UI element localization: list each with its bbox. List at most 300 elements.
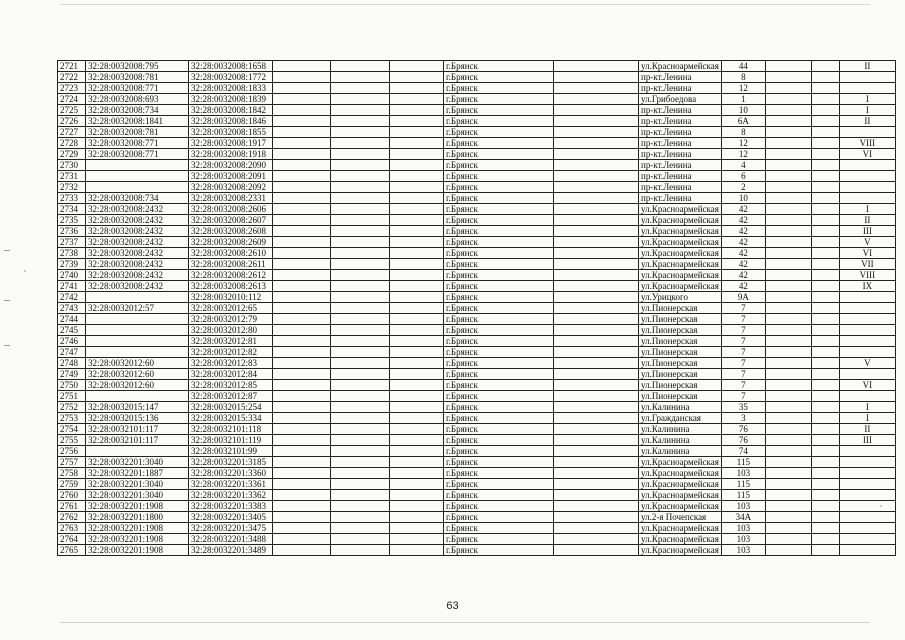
house-number-cell: 7 <box>721 325 765 336</box>
street-cell: ул.Калинина <box>639 424 722 435</box>
empty-cell <box>554 182 639 193</box>
parent-cadastral-number-cell: 32:28:0032201:1908 <box>86 534 189 545</box>
table-row <box>58 160 896 171</box>
street-cell: ул.Красноармейская <box>639 204 722 215</box>
house-number-cell: 42 <box>721 281 765 292</box>
empty-cell <box>390 446 444 457</box>
parent-cadastral-number-cell: 32:28:0032008:781 <box>86 72 189 83</box>
empty-cell <box>331 501 390 512</box>
empty-cell <box>331 369 390 380</box>
empty-cell <box>765 105 811 116</box>
empty-cell <box>554 446 639 457</box>
page-number: 63 <box>446 600 459 612</box>
empty-cell <box>273 369 331 380</box>
empty-cell <box>331 468 390 479</box>
house-number-cell: 12 <box>721 83 765 94</box>
empty-cell <box>765 490 811 501</box>
empty-cell <box>331 116 390 127</box>
empty-cell <box>390 391 444 402</box>
empty-cell <box>390 413 444 424</box>
premises-number-cell: I <box>839 402 895 413</box>
table-row <box>58 413 896 424</box>
empty-cell <box>331 292 390 303</box>
empty-cell <box>273 270 331 281</box>
street-cell: ул.Пионерская <box>639 325 722 336</box>
empty-cell <box>554 237 639 248</box>
city-cell: г.Брянск <box>444 369 554 380</box>
street-cell: ул.Красноармейская <box>639 237 722 248</box>
premises-number-cell: V <box>839 358 895 369</box>
city-cell: г.Брянск <box>444 523 554 534</box>
table-row <box>58 83 896 94</box>
cadastral-number-cell: 32:28:0032008:2606 <box>189 204 273 215</box>
empty-cell <box>273 358 331 369</box>
table-row <box>58 215 896 226</box>
empty-cell <box>811 138 839 149</box>
house-number-cell: 10 <box>721 105 765 116</box>
premises-number-cell: I <box>839 94 895 105</box>
empty-cell <box>765 248 811 259</box>
street-cell: пр-кт.Ленина <box>639 127 722 138</box>
table-row <box>58 347 896 358</box>
empty-cell <box>390 149 444 160</box>
premises-number-cell <box>839 314 895 325</box>
street-cell: ул.Красноармейская <box>639 270 722 281</box>
parent-cadastral-number-cell: 32:28:0032008:2432 <box>86 215 189 226</box>
empty-cell <box>811 193 839 204</box>
empty-cell <box>390 138 444 149</box>
house-number-cell: 7 <box>721 314 765 325</box>
empty-cell <box>765 501 811 512</box>
parent-cadastral-number-cell: 32:28:0032201:1908 <box>86 501 189 512</box>
house-number-cell: 6А <box>721 116 765 127</box>
house-number-cell: 42 <box>721 248 765 259</box>
row-number-cell: 2758 <box>58 468 86 479</box>
empty-cell <box>554 171 639 182</box>
empty-cell <box>331 237 390 248</box>
empty-cell <box>331 72 390 83</box>
empty-cell <box>331 270 390 281</box>
premises-number-cell: III <box>839 226 895 237</box>
empty-cell <box>331 545 390 556</box>
cadastral-number-cell: 32:28:0032012:80 <box>189 325 273 336</box>
table-row <box>58 314 896 325</box>
empty-cell <box>331 193 390 204</box>
empty-cell <box>811 457 839 468</box>
city-cell: г.Брянск <box>444 424 554 435</box>
empty-cell <box>811 479 839 490</box>
row-number-cell: 2762 <box>58 512 86 523</box>
street-cell: пр-кт.Ленина <box>639 116 722 127</box>
cadastral-number-cell: 32:28:0032008:2612 <box>189 270 273 281</box>
city-cell: г.Брянск <box>444 83 554 94</box>
empty-cell <box>765 347 811 358</box>
city-cell: г.Брянск <box>444 160 554 171</box>
table-row <box>58 204 896 215</box>
empty-cell <box>811 336 839 347</box>
street-cell: ул.Красноармейская <box>639 457 722 468</box>
empty-cell <box>390 248 444 259</box>
city-cell: г.Брянск <box>444 446 554 457</box>
empty-cell <box>765 281 811 292</box>
empty-cell <box>390 83 444 94</box>
empty-cell <box>331 523 390 534</box>
row-number-cell: 2749 <box>58 369 86 380</box>
cadastral-number-cell: 32:28:0032201:3488 <box>189 534 273 545</box>
street-cell: ул.Пионерская <box>639 391 722 402</box>
table-row <box>58 523 896 534</box>
cadastral-number-cell: 32:28:0032008:1855 <box>189 127 273 138</box>
premises-number-cell <box>839 193 895 204</box>
scan-speck <box>24 270 26 272</box>
house-number-cell: 115 <box>721 479 765 490</box>
empty-cell <box>331 303 390 314</box>
street-cell: пр-кт.Ленина <box>639 182 722 193</box>
table-row <box>58 72 896 83</box>
empty-cell <box>554 259 639 270</box>
empty-cell <box>811 259 839 270</box>
empty-cell <box>811 347 839 358</box>
premises-number-cell: II <box>839 424 895 435</box>
parent-cadastral-number-cell: 32:28:0032008:2432 <box>86 270 189 281</box>
row-number-cell: 2740 <box>58 270 86 281</box>
city-cell: г.Брянск <box>444 72 554 83</box>
row-number-cell: 2756 <box>58 446 86 457</box>
table-row <box>58 182 896 193</box>
city-cell: г.Брянск <box>444 204 554 215</box>
premises-number-cell: II <box>839 215 895 226</box>
city-cell: г.Брянск <box>444 61 554 72</box>
empty-cell <box>273 457 331 468</box>
cadastral-number-cell: 32:28:0032201:3405 <box>189 512 273 523</box>
city-cell: г.Брянск <box>444 237 554 248</box>
table-row <box>58 259 896 270</box>
empty-cell <box>273 182 331 193</box>
empty-cell <box>554 292 639 303</box>
table-row <box>58 138 896 149</box>
empty-cell <box>765 160 811 171</box>
cadastral-number-cell: 32:28:0032012:84 <box>189 369 273 380</box>
premises-number-cell: I <box>839 413 895 424</box>
table-row <box>58 237 896 248</box>
table-row <box>58 468 896 479</box>
cadastral-number-cell: 32:28:0032101:99 <box>189 446 273 457</box>
table-row <box>58 424 896 435</box>
empty-cell <box>273 94 331 105</box>
row-number-cell: 2745 <box>58 325 86 336</box>
street-cell: пр-кт.Ленина <box>639 160 722 171</box>
row-number-cell: 2741 <box>58 281 86 292</box>
cadastral-number-cell: 32:28:0032015:254 <box>189 402 273 413</box>
table-row <box>58 116 896 127</box>
row-number-cell: 2722 <box>58 72 86 83</box>
table-row <box>58 369 896 380</box>
empty-cell <box>811 149 839 160</box>
empty-cell <box>390 237 444 248</box>
cadastral-number-cell: 32:28:0032008:2092 <box>189 182 273 193</box>
empty-cell <box>554 248 639 259</box>
empty-cell <box>390 402 444 413</box>
empty-cell <box>765 468 811 479</box>
premises-number-cell <box>839 72 895 83</box>
house-number-cell: 42 <box>721 237 765 248</box>
city-cell: г.Брянск <box>444 303 554 314</box>
row-number-cell: 2755 <box>58 435 86 446</box>
empty-cell <box>554 160 639 171</box>
city-cell: г.Брянск <box>444 149 554 160</box>
premises-number-cell: VIII <box>839 270 895 281</box>
empty-cell <box>765 149 811 160</box>
empty-cell <box>765 61 811 72</box>
city-cell: г.Брянск <box>444 215 554 226</box>
premises-number-cell: II <box>839 61 895 72</box>
row-number-cell: 2730 <box>58 160 86 171</box>
row-number-cell: 2737 <box>58 237 86 248</box>
street-cell: ул.Пионерская <box>639 336 722 347</box>
cadastral-number-cell: 32:28:0032008:2091 <box>189 171 273 182</box>
parent-cadastral-number-cell: 32:28:0032008:2432 <box>86 204 189 215</box>
house-number-cell: 3 <box>721 413 765 424</box>
cadastral-number-cell: 32:28:0032008:2607 <box>189 215 273 226</box>
row-number-cell: 2725 <box>58 105 86 116</box>
premises-number-cell: VII <box>839 259 895 270</box>
empty-cell <box>554 127 639 138</box>
parent-cadastral-number-cell: 32:28:0032008:2432 <box>86 248 189 259</box>
empty-cell <box>554 523 639 534</box>
empty-cell <box>811 83 839 94</box>
empty-cell <box>331 138 390 149</box>
street-cell: ул.Красноармейская <box>639 523 722 534</box>
cadastral-number-cell: 32:28:0032008:1918 <box>189 149 273 160</box>
table-row <box>58 94 896 105</box>
empty-cell <box>765 457 811 468</box>
cadastral-number-cell: 32:28:0032101:118 <box>189 424 273 435</box>
empty-cell <box>811 248 839 259</box>
premises-number-cell <box>839 182 895 193</box>
empty-cell <box>331 105 390 116</box>
empty-cell <box>554 281 639 292</box>
empty-cell <box>273 490 331 501</box>
cadastral-number-cell: 32:28:0032008:2611 <box>189 259 273 270</box>
empty-cell <box>811 402 839 413</box>
empty-cell <box>390 336 444 347</box>
row-number-cell: 2760 <box>58 490 86 501</box>
parent-cadastral-number-cell <box>86 160 189 171</box>
empty-cell <box>390 545 444 556</box>
house-number-cell: 103 <box>721 545 765 556</box>
table-row <box>58 292 896 303</box>
row-number-cell: 2726 <box>58 116 86 127</box>
premises-number-cell <box>839 446 895 457</box>
empty-cell <box>765 314 811 325</box>
empty-cell <box>554 314 639 325</box>
empty-cell <box>811 545 839 556</box>
empty-cell <box>390 347 444 358</box>
cadastral-number-cell: 32:28:0032008:1833 <box>189 83 273 94</box>
row-number-cell: 2752 <box>58 402 86 413</box>
empty-cell <box>273 534 331 545</box>
empty-cell <box>765 380 811 391</box>
street-cell: пр-кт.Ленина <box>639 138 722 149</box>
city-cell: г.Брянск <box>444 325 554 336</box>
empty-cell <box>765 369 811 380</box>
empty-cell <box>273 292 331 303</box>
empty-cell <box>811 501 839 512</box>
premises-number-cell <box>839 468 895 479</box>
cadastral-number-cell: 32:28:0032201:3383 <box>189 501 273 512</box>
city-cell: г.Брянск <box>444 171 554 182</box>
empty-cell <box>390 105 444 116</box>
house-number-cell: 76 <box>721 424 765 435</box>
street-cell: ул.2-я Почепская <box>639 512 722 523</box>
row-number-cell: 2733 <box>58 193 86 204</box>
cadastral-number-cell: 32:28:0032008:2610 <box>189 248 273 259</box>
empty-cell <box>273 501 331 512</box>
house-number-cell: 103 <box>721 523 765 534</box>
empty-cell <box>765 72 811 83</box>
row-number-cell: 2747 <box>58 347 86 358</box>
row-number-cell: 2754 <box>58 424 86 435</box>
empty-cell <box>554 270 639 281</box>
city-cell: г.Брянск <box>444 94 554 105</box>
empty-cell <box>273 391 331 402</box>
parent-cadastral-number-cell: 32:28:0032015:147 <box>86 402 189 413</box>
parent-cadastral-number-cell: 32:28:0032008:734 <box>86 193 189 204</box>
empty-cell <box>811 61 839 72</box>
empty-cell <box>273 61 331 72</box>
row-number-cell: 2742 <box>58 292 86 303</box>
empty-cell <box>273 336 331 347</box>
empty-cell <box>765 226 811 237</box>
table-row <box>58 226 896 237</box>
row-number-cell: 2744 <box>58 314 86 325</box>
street-cell: ул.Пионерская <box>639 303 722 314</box>
empty-cell <box>273 259 331 270</box>
premises-number-cell <box>839 490 895 501</box>
empty-cell <box>554 226 639 237</box>
parent-cadastral-number-cell: 32:28:0032008:771 <box>86 149 189 160</box>
empty-cell <box>811 358 839 369</box>
empty-cell <box>554 468 639 479</box>
premises-number-cell <box>839 336 895 347</box>
empty-cell <box>765 204 811 215</box>
empty-cell <box>554 149 639 160</box>
empty-cell <box>331 446 390 457</box>
table-row <box>58 435 896 446</box>
empty-cell <box>554 534 639 545</box>
empty-cell <box>765 171 811 182</box>
table-row <box>58 358 896 369</box>
cadastral-number-cell: 32:28:0032012:85 <box>189 380 273 391</box>
empty-cell <box>554 435 639 446</box>
parent-cadastral-number-cell <box>86 171 189 182</box>
empty-cell <box>554 72 639 83</box>
empty-cell <box>331 424 390 435</box>
empty-cell <box>331 226 390 237</box>
premises-number-cell <box>839 479 895 490</box>
street-cell: ул.Пионерская <box>639 358 722 369</box>
empty-cell <box>331 182 390 193</box>
empty-cell <box>273 468 331 479</box>
parent-cadastral-number-cell: 32:28:0032201:3040 <box>86 479 189 490</box>
street-cell: ул.Калинина <box>639 446 722 457</box>
cadastral-number-cell: 32:28:0032101:119 <box>189 435 273 446</box>
empty-cell <box>331 534 390 545</box>
empty-cell <box>554 369 639 380</box>
city-cell: г.Брянск <box>444 248 554 259</box>
premises-number-cell: VIII <box>839 138 895 149</box>
empty-cell <box>554 94 639 105</box>
empty-cell <box>390 61 444 72</box>
empty-cell <box>765 512 811 523</box>
premises-number-cell: V <box>839 237 895 248</box>
table-row <box>58 325 896 336</box>
city-cell: г.Брянск <box>444 336 554 347</box>
empty-cell <box>390 490 444 501</box>
street-cell: ул.Красноармейская <box>639 248 722 259</box>
empty-cell <box>273 160 331 171</box>
empty-cell <box>390 435 444 446</box>
table-row <box>58 534 896 545</box>
empty-cell <box>390 171 444 182</box>
empty-cell <box>765 402 811 413</box>
city-cell: г.Брянск <box>444 534 554 545</box>
cadastral-number-cell: 32:28:0032008:1772 <box>189 72 273 83</box>
parent-cadastral-number-cell: 32:28:0032012:60 <box>86 380 189 391</box>
empty-cell <box>811 237 839 248</box>
premises-number-cell: I <box>839 105 895 116</box>
house-number-cell: 42 <box>721 204 765 215</box>
empty-cell <box>273 325 331 336</box>
city-cell: г.Брянск <box>444 138 554 149</box>
parent-cadastral-number-cell: 32:28:0032015:136 <box>86 413 189 424</box>
house-number-cell: 12 <box>721 149 765 160</box>
row-number-cell: 2739 <box>58 259 86 270</box>
empty-cell <box>273 72 331 83</box>
empty-cell <box>331 149 390 160</box>
table-row <box>58 281 896 292</box>
empty-cell <box>811 94 839 105</box>
row-number-cell: 2759 <box>58 479 86 490</box>
row-number-cell: 2763 <box>58 523 86 534</box>
empty-cell <box>390 204 444 215</box>
empty-cell <box>390 160 444 171</box>
empty-cell <box>765 259 811 270</box>
empty-cell <box>390 468 444 479</box>
house-number-cell: 35 <box>721 402 765 413</box>
empty-cell <box>273 281 331 292</box>
empty-cell <box>765 391 811 402</box>
street-cell: пр-кт.Ленина <box>639 105 722 116</box>
empty-cell <box>331 490 390 501</box>
cadastral-number-cell: 32:28:0032010:112 <box>189 292 273 303</box>
empty-cell <box>811 523 839 534</box>
empty-cell <box>811 490 839 501</box>
empty-cell <box>765 336 811 347</box>
row-number-cell: 2732 <box>58 182 86 193</box>
empty-cell <box>811 292 839 303</box>
premises-number-cell: IX <box>839 281 895 292</box>
empty-cell <box>811 127 839 138</box>
empty-cell <box>331 61 390 72</box>
house-number-cell: 9А <box>721 292 765 303</box>
empty-cell <box>273 226 331 237</box>
house-number-cell: 103 <box>721 501 765 512</box>
parent-cadastral-number-cell: 32:28:0032201:1908 <box>86 545 189 556</box>
cadastral-number-cell: 32:28:0032201:3361 <box>189 479 273 490</box>
premises-number-cell <box>839 303 895 314</box>
city-cell: г.Брянск <box>444 501 554 512</box>
